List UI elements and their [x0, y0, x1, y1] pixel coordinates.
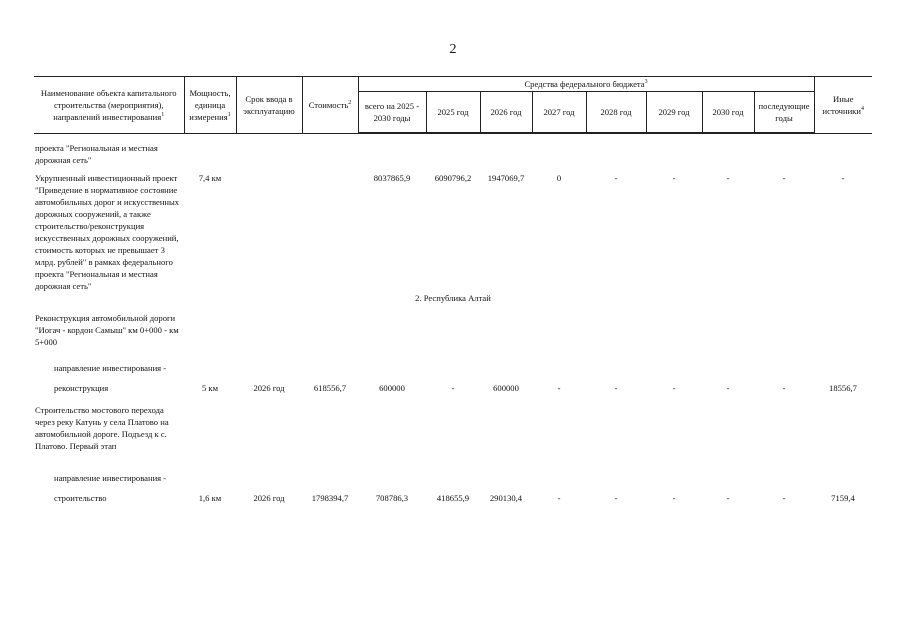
row-name: Укрупненный инвестиционный проект "Приведение в нормативное состояние автомобильных дорог и искусственных дорожных сооружений, а также строительство/реконструкция искусственных дорожных сооружений, стоимость которых не превышает 3 млрд. рублей" в рамках федерального проекта "Региональная и местная дорожная сеть"	[35, 172, 180, 291]
table-row	[34, 404, 872, 466]
header-cost: Стоимость$^2$	[302, 77, 358, 133]
row-name: Строительство мостового перехода через реку Катунь у села Платово на автомобильной дороге. Подъезд к с. Платово. Первый этап	[35, 404, 169, 451]
row-name: Реконструкция автомобильной дороги "Иогач - кордон Самыш" км 0+000 - км 5+000	[35, 312, 179, 347]
row-name: направление инвестирования -	[54, 362, 167, 373]
row-next-years: -	[782, 382, 786, 393]
row-name: реконструкция	[54, 382, 109, 393]
row-federal-total: 600000	[379, 382, 405, 393]
row-cost: 618556,7	[313, 382, 347, 393]
row-2030: -	[726, 492, 730, 503]
row-name: строительство	[54, 492, 107, 503]
table-header	[34, 77, 872, 134]
header-2030: 2030 год	[702, 92, 754, 133]
row-name: проекта "Региональная и местная дорожная сеть"	[35, 142, 158, 165]
row-name: направление инвестирования -	[54, 472, 167, 483]
row-next-years: -	[782, 492, 786, 503]
row-2025: 418655,9	[436, 492, 470, 503]
header-federal-budget: Средства федерального бюджета$^3$	[358, 77, 814, 92]
row-term: 2026 год	[253, 492, 285, 503]
row-2029: -	[672, 492, 676, 503]
header-power: Мощность, единица измерения$^1$	[184, 77, 236, 133]
header-federal-total: всего на 2025 - 2030 годы	[358, 92, 426, 133]
row-2026: 600000	[493, 382, 519, 393]
row-other-sources: -	[841, 172, 845, 183]
row-next-years: -	[782, 172, 786, 183]
table-row	[34, 466, 872, 488]
header-next-years: последующие годы	[754, 92, 814, 133]
row-federal-total: 8037865,9	[373, 172, 411, 183]
row-2027: 0	[556, 172, 562, 183]
row-power: 7,4 км	[198, 172, 222, 183]
row-2026: 290130,4	[489, 492, 523, 503]
row-power: 5 км	[201, 382, 219, 393]
investment-table	[34, 76, 872, 508]
row-2027: -	[557, 492, 561, 503]
header-other-sources: Иные источники$^4$	[814, 77, 872, 133]
table-row	[34, 356, 872, 378]
row-2028: -	[614, 492, 618, 503]
row-2028: -	[614, 172, 618, 183]
table-row	[34, 142, 872, 172]
table-row	[34, 172, 872, 292]
header-2026: 2026 год	[480, 92, 532, 133]
section-heading: 2. Республика Алтай	[415, 292, 491, 303]
row-2027: -	[557, 382, 561, 393]
row-2030: -	[726, 172, 730, 183]
row-other-sources: 18556,7	[829, 382, 857, 393]
header-name: Наименование объекта капитального строительства (мероприятия), направлений инвестирования$^1$	[34, 77, 184, 133]
row-term: 2026 год	[253, 382, 285, 393]
header-2028: 2028 год	[586, 92, 646, 133]
row-federal-total: 708786,3	[375, 492, 409, 503]
row-2025: 6090796,2	[434, 172, 472, 183]
table-row	[34, 312, 872, 356]
row-2029: -	[672, 382, 676, 393]
header-term: Срок ввода в эксплуатацию	[236, 77, 302, 133]
row-2029: -	[672, 172, 676, 183]
header-2027: 2027 год	[532, 92, 586, 133]
row-2030: -	[726, 382, 730, 393]
row-other-sources: 7159,4	[831, 492, 855, 503]
row-power: 1,6 км	[198, 492, 222, 503]
row-2026: 1947069,7	[487, 172, 525, 183]
row-cost: 1798394,7	[311, 492, 349, 503]
row-2028: -	[614, 382, 618, 393]
page-number: 2	[449, 42, 457, 57]
header-2029: 2029 год	[646, 92, 702, 133]
row-2025: -	[451, 382, 455, 393]
header-2025: 2025 год	[426, 92, 480, 133]
table-row	[34, 488, 872, 508]
table-row	[34, 378, 872, 398]
